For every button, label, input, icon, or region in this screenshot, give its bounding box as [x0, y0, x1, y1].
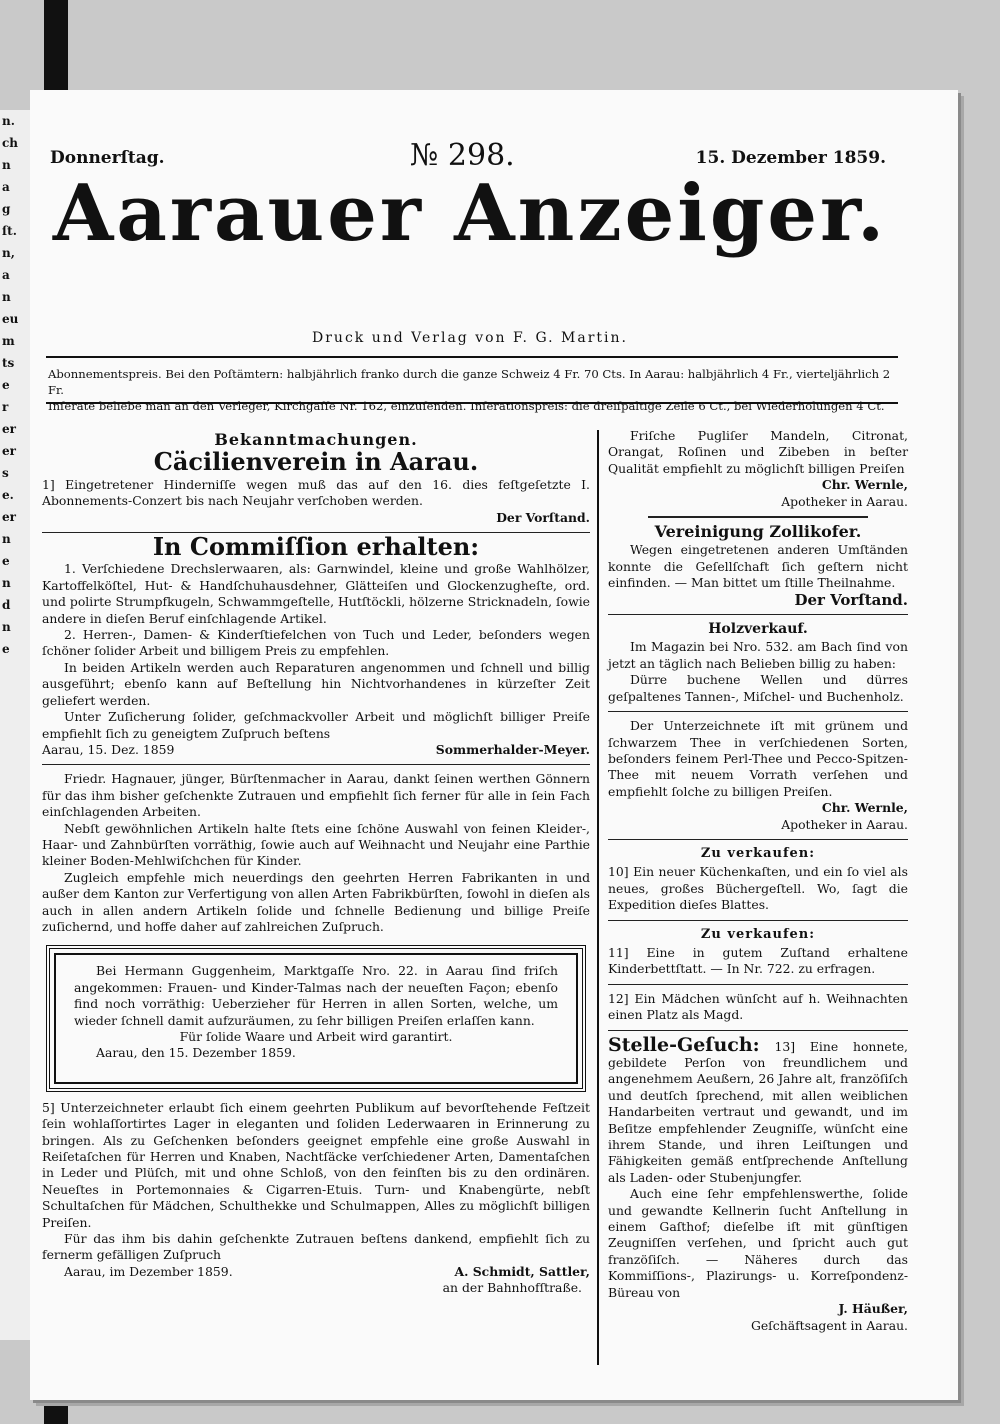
- schmidt-signature: A. Schmidt, Sattler,: [454, 1263, 590, 1279]
- commission-title: In Commiſſion erhalten:: [152, 532, 480, 562]
- verkauf-ad-2: [608, 927, 908, 978]
- schmidt-place: Aarau, im Dezember 1859.: [64, 1263, 233, 1279]
- holz-title: Holzverkauf.: [708, 621, 808, 638]
- divider: [608, 984, 908, 985]
- subscription-line-2: Inſerate beliebe man an den Verleger, Kirchgaſſe Nr. 162, einzuſenden. Inſerationspreis: die dreiſpaltige Zeile 6 Ct., bei Wiederholungen 4 Ct.: [48, 399, 885, 413]
- issue-number: № 298.: [410, 138, 515, 173]
- previous-page-fragment: s: [2, 466, 9, 480]
- schmidt-signature-row: [42, 1264, 590, 1280]
- wernle-almonds-ad: [608, 428, 908, 510]
- commission-signature: Sommerhalder-Meyer.: [435, 741, 590, 757]
- holz-text-2: Dürre buchene Wellen und dürres geſpaltenes Tannen-, Miſchel- und Buchenholz.: [608, 672, 908, 704]
- column-divider: [597, 430, 599, 1365]
- previous-page-fragment: n: [2, 532, 11, 546]
- verkauf-ad-1: [608, 846, 908, 914]
- previous-page-fragment: e.: [2, 488, 14, 502]
- schmidt-paragraph-2: Für das ihm bis dahin geſchenkte Zutrauen beſtens dankend, empfiehlt ſich zu fernerm gefälligen Zuſpruch: [42, 1231, 590, 1263]
- hagnauer-paragraph-1: Friedr. Hagnauer, jünger, Bürſtenmacher in Aarau, dankt ſeinen werthen Gönnern für das ihm bisher geſchenkte Zutrauen und empfiehlt ſich ferner für alle in ſein Fach einſchlagenden Arbeiten.: [42, 771, 590, 820]
- previous-page-fragment: ch: [2, 136, 19, 150]
- haeusser-title: Geſchäftsagent in Aarau.: [750, 1317, 908, 1333]
- divider: [608, 920, 908, 921]
- previous-page-fragment: a: [2, 268, 10, 282]
- previous-page-fragment: a: [2, 180, 10, 194]
- wernle-almonds-signature: Chr. Wernle,: [821, 477, 908, 493]
- printer-line: Druck und Verlag von F. G. Martin.: [312, 330, 628, 346]
- hagnauer-paragraph-2: Nebſt gewöhnlichen Artikeln halte ſtets eine ſchöne Auswahl von feinen Kleider-, Haar- und Zahnbürſten vorräthig, ſowie auch auf Weihnacht und Neujahr eine Parthie kleiner Boden-Mehlwiſchchen für Kinder.: [42, 820, 590, 869]
- previous-page-fragment: e: [2, 378, 10, 392]
- commission-paragraph-3: In beiden Artikeln werden auch Reparaturen angenommen und ſchnell und billig ausgeführt; ebenſo kann auf Beſtellung hin Nichtvorhandenes in kürzeſter Zeit geliefert werden.: [42, 659, 590, 708]
- issue-day: Donnerſtag.: [50, 148, 165, 168]
- divider: [608, 839, 908, 840]
- previous-page-fragment: e: [2, 554, 10, 568]
- divider: [42, 764, 590, 765]
- previous-page-fragment: g: [2, 202, 11, 216]
- commission-paragraph-2: 2. Herren-, Damen- & Kinderſtiefelchen von Tuch und Leder, beſonders wegen ſchöner ſolider Arbeit und billigem Preis zu empfehlen.: [42, 627, 590, 659]
- schmidt-address: an der Bahnhofſtraße.: [442, 1280, 582, 1296]
- previous-page-edge: [0, 110, 32, 1340]
- subscription-rule: [46, 402, 898, 404]
- holz-ad: [608, 621, 908, 705]
- divider: [648, 516, 868, 518]
- previous-page-fragment: r: [2, 400, 9, 414]
- previous-page-fragment: n.: [2, 114, 15, 128]
- guggenheim-paragraph-1: Bei Hermann Guggenheim, Marktgaſſe Nro. 22. in Aarau ſind friſch angekommen: Frauen- und Kinder-Talmas nach der neueſten Façon; ebenſo find noch vorräthig: Ueberzieher für Herren in allen Sorten, welche, um wieder ſchnell damit aufzuräumen, zu ſehr billigen Preiſen erlaſſen kann.: [74, 963, 558, 1028]
- thee-ad: [608, 718, 908, 833]
- newspaper-page: [30, 90, 958, 1400]
- divider: [608, 614, 908, 615]
- previous-page-fragment: eu: [2, 312, 19, 326]
- verkauf-title-1: Zu verkaufen:: [700, 845, 816, 861]
- previous-page-fragment: m: [2, 334, 15, 348]
- zollikofer-text: Wegen eingetretenen anderen Umſtänden konnte die Geſellſchaft ſich geſtern nicht einfinden. — Man bittet um ſtille Theilnahme.: [608, 542, 908, 591]
- previous-page-fragment: ſt.: [2, 224, 17, 238]
- previous-page-fragment: er: [2, 444, 16, 458]
- caecilien-title: Cäcilienverein in Aarau.: [153, 447, 479, 477]
- thee-text: Der Unterzeichnete iſt mit grünem und ſchwarzem Thee in verſchiedenen Sorten, beſonders feinem Perl-Thee und Pecco-Spitzen-Thee mit neuem Vorrath verſehen und empfiehlt ſolche zu billigen Preiſen.: [608, 718, 908, 799]
- commission-signature-row: [42, 742, 590, 758]
- thee-title: Apotheker in Aarau.: [781, 816, 908, 832]
- thee-signature: Chr. Wernle,: [821, 800, 908, 816]
- subscription-info: [48, 366, 898, 414]
- guggenheim-guarantee: Für ſolide Waare und Arbeit wird garantirt.: [179, 1029, 453, 1044]
- commission-place: Aarau, 15. Dez. 1859: [42, 741, 175, 757]
- guggenheim-place-date: Aarau, den 15. Dezember 1859.: [96, 1045, 296, 1061]
- verkauf-text-1: 10] Ein neuer Küchenkaſten, und ein ſo viel als neues, großes Büchergeſtell. Wo, ſagt die Expedition dieſes Blattes.: [608, 864, 908, 913]
- kellnerin-text: Auch eine ſehr empfehlenswerthe, ſolide und gewandte Kellnerin ſucht Anſtellung in einem Gaſthof; dieſelbe iſt mit günſtigen Zeugniſſen verſehen, und ſpricht auch gut franzöſiſch. — Näheres durch das Kommiſſions-, Plazirungs- u. Korreſpondenz-Büreau von: [608, 1186, 908, 1300]
- caecilien-text: 1] Eingetretener Hinderniſſe wegen muß das auf den 16. dies feſtgeſetzte I. Abonnements-Conzert bis nach Neujahr verſchoben werden.: [42, 476, 590, 509]
- wernle-almonds-text: Friſche Pugliſer Mandeln, Citronat, Orangat, Roſinen und Zibeben in beſter Qualität empfiehlt zu möglichſt billigen Preiſen: [608, 428, 908, 476]
- divider: [608, 711, 908, 712]
- previous-page-fragment: n,: [2, 246, 15, 260]
- stelle-text: 13] Eine honnete, gebildete Perſon von freundlichem und angenehmem Aeußern, 26 Jahre alt, franzöſiſch und deutſch ſprechend, mit allen weiblichen Handarbeiten vertraut und gewandt, und im Beſitze empfehlender Zeugniſſe, wünſcht eine ihrem Stande, und ihren Leiſtungen und Fähigkeiten gemäß entſprechende Anſtellung als Laden- oder Stubenjungfer.: [608, 1038, 908, 1185]
- stelle-gesuch-ad: [608, 1033, 908, 1334]
- zollikofer-signature: Der Vorſtand.: [794, 590, 908, 609]
- subscription-line-1: Abonnementspreis. Bei den Poſtämtern: halbjährlich franko durch die ganze Schweiz 4 Fr. 70 Cts. In Aarau: halbjährlich 4 Fr., vierteljährlich 2 Fr.: [48, 367, 891, 397]
- masthead-title: Aarauer Anzeiger.: [52, 168, 888, 259]
- previous-page-fragment: n: [2, 158, 11, 172]
- issue-date: 15. Dezember 1859.: [695, 148, 886, 168]
- wernle-almonds-title: Apotheker in Aarau.: [781, 493, 908, 509]
- zollikofer-notice: [608, 524, 908, 608]
- holz-text: Im Magazin bei Nro. 532. am Bach ſind von jetzt an täglich nach Belieben billig zu haben:: [608, 639, 908, 671]
- stelle-title: Stelle-Geſuch:: [608, 1033, 760, 1056]
- previous-page-fragment: ts: [2, 356, 15, 370]
- commission-paragraph-4: Unter Zuſicherung ſolider, geſchmackvoller Arbeit und möglichſt billiger Preiſe empfiehlt ſich zu geneigtem Zuſpruch beſtens: [42, 709, 590, 741]
- left-column: [42, 430, 590, 1297]
- previous-page-fragment: er: [2, 422, 16, 436]
- previous-page-fragment: n: [2, 576, 11, 590]
- previous-page-fragment: n: [2, 620, 11, 634]
- previous-page-fragment: d: [2, 598, 11, 612]
- maedchen-text: 12] Ein Mädchen wünſcht auf h. Weihnachten einen Platz als Magd.: [608, 990, 908, 1023]
- caecilien-signature: Der Vorſtand.: [496, 509, 590, 525]
- section-heading: Bekanntmachungen.: [214, 430, 418, 449]
- guggenheim-ornate-box: [46, 945, 586, 1091]
- schmidt-paragraph-1: 5] Unterzeichneter erlaubt ſich einem geehrten Publikum auf bevorſtehende Feſtzeit ſein wohlaſſortirtes Lager in eleganten und ſoliden Lederwaaren in Erinnerung zu bringen. Als zu Geſchenken beſonders geeignet empfehle eine große Auswahl in Reiſetaſchen für Herren und Knaben, Nachtſäcke verſchiedener Arten, Damentaſchen in Leder und Plüſch, mit und ohne Schloß, von den feinſten bis zu den ordinären. Neueſtes in Portemonnaies & Cigarren-Etuis. Turn- und Knabengürte, nebſt Schultaſchen für Mädchen, Schulthekke und Schulmappen, Alles zu möglichſt billigen Preiſen.: [42, 1099, 590, 1230]
- previous-page-fragment: er: [2, 510, 16, 524]
- commission-paragraph-1: 1. Verſchiedene Drechslerwaaren, als: Garnwindel, kleine und große Wahlhölzer, Kartoffelköſtel, Hut- & Handſchuhausdehner, Glätteiſen und Glockenzugheſte, ord. und polirte Strumpfkugeln, Schwammgeſtelle, Hutſtöckli, hölzerne Stricknadeln, ſowie andere in dieſen Beruf einſchlagende Artikel.: [42, 561, 590, 626]
- previous-page-fragment: n: [2, 290, 11, 304]
- verkauf-text-2: 11] Eine in gutem Zuſtand erhaltene Kinderbettſtatt. — In Nr. 722. zu erfragen.: [608, 944, 908, 977]
- right-column: [608, 428, 908, 1338]
- zollikofer-title: Vereinigung Zollikofer.: [654, 522, 862, 542]
- masthead-rule: [46, 356, 898, 358]
- hagnauer-paragraph-3: Zugleich empfehle mich neuerdings den geehrten Herren Fabrikanten in und außer dem Kanton zur Verfertigung von allen Arten Fabrikbürſten, ſowohl in dieſen als auch in allen andern Artikeln ſolide und ſchnelle Bedienung und billige Preiſe zuſichernd, und hoffe daher auf zahlreichen Zuſpruch.: [42, 869, 590, 934]
- previous-page-fragment: e: [2, 642, 10, 656]
- divider: [608, 1030, 908, 1031]
- verkauf-title-2: Zu verkaufen:: [700, 926, 816, 942]
- haeusser-signature: J. Häußer,: [838, 1301, 908, 1317]
